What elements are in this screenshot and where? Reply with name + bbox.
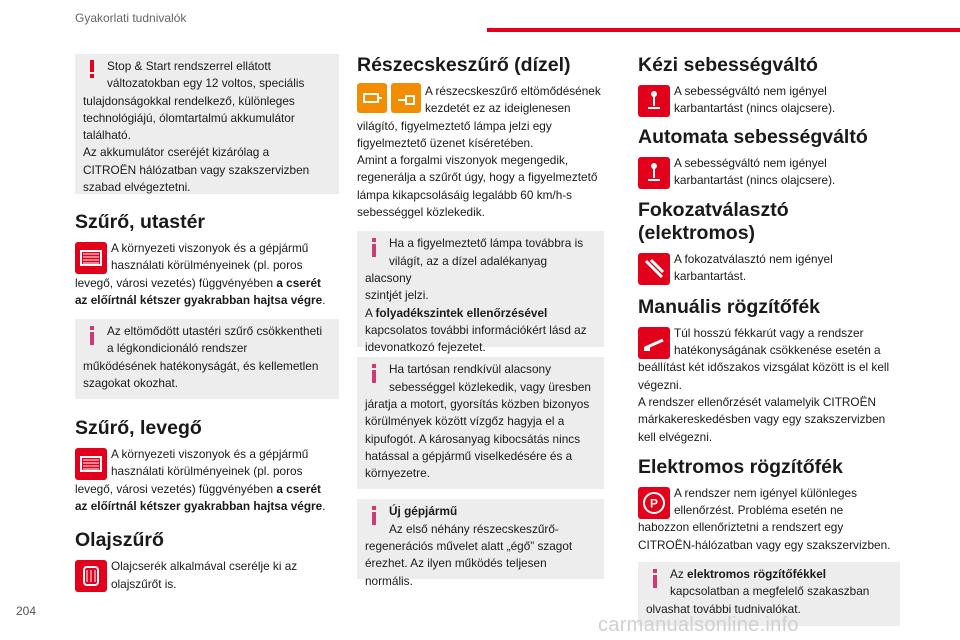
watermark: carmanualsonline.info xyxy=(598,614,799,636)
auto-gearbox-section: A sebességváltó nem igényel karbantartást (nincs olajcsere). xyxy=(638,155,900,190)
filter-icon xyxy=(75,448,107,480)
oil-filter-icon xyxy=(75,560,107,592)
filter-icon xyxy=(75,242,107,274)
selector-section: A fokozatválasztó nem igényel karbantartást. xyxy=(638,251,900,286)
column-3 xyxy=(638,54,900,626)
manual-gearbox-title: Kézi sebességváltó xyxy=(638,54,818,76)
info-icon xyxy=(365,361,383,385)
battery-warning-box: Stop & Start rendszerrel ellátott változatokban egy 12 voltos, speciális tulajdonságokkal rendelkező, különleges technológiájú, ólomtartalmú akkumulátor található. Az akkumulátor cseréjét kizárólag a CITROËN hálózatban vagy szakszervizben szabad elvégeztetni. xyxy=(75,54,339,194)
dpf-info-box-1: Ha a figyelmeztető lámpa továbbra is világít, az a dízel adalékanyag alacsony szintjét jelzi. A folyadékszintek ellenőrzésével kapcsolatos további információkért lásd az idevonatkozó fejezetet. xyxy=(357,231,604,347)
cabin-filter-section: A környezeti viszonyok és a gépjármű használati körülményeinek (pl. poros levegő, városi vezetés) függvényében a cserét az előírtnál kétszer gyakrabban hajtsa végre. xyxy=(75,241,326,307)
selector-icon xyxy=(638,253,670,285)
header-accent-bar xyxy=(487,28,960,32)
epb-title: Elektromos rögzítőfék xyxy=(638,455,843,478)
oil-filter-title: Olajszűrő xyxy=(75,529,164,552)
air-filter-section: A környezeti viszonyok és a gépjármű használati körülményeinek (pl. poros levegő, városi vezetés) függvényében a cserét az előírtnál kétszer gyakrabban hajtsa végre. xyxy=(75,447,326,514)
column-1 xyxy=(75,54,339,593)
info-icon xyxy=(646,566,664,590)
oil-filter-section: Olajcserék alkalmával cserélje ki az olajszűrőt is. xyxy=(75,558,339,593)
handbrake-icon xyxy=(638,327,670,359)
warning-icon xyxy=(83,58,101,80)
gear-lever-icon xyxy=(638,85,670,117)
svg-text:P: P xyxy=(649,496,659,511)
epb-info-box: Az elektromos rögzítőfékkel kapcsolatban a megfelelő szakaszban olvashat további tudnivalókat. xyxy=(638,562,900,626)
page-number: 204 xyxy=(16,604,37,618)
cabin-filter-title: Szűrő, utastér xyxy=(75,211,206,233)
dpf-title: Részecskeszűrő (dízel) xyxy=(357,54,571,76)
dpf-section: A részecskeszűrő eltömődésének kezdetét ez az ideiglenesen világító, figyelmeztető lámpa jelzi egy figyelmeztető üzenet kíséretében. Amint a forgalmi viszonyok megengedik, regenerálja a szűrőt úgy, hogy a figyelmeztető lámpa kikapcsolásáig legalább 60 km/h-s sebességgel közlekedik. xyxy=(357,84,601,220)
cabin-info-box: Az eltömődött utastéri szűrő csökkentheti a légkondicionáló rendszer működésének hatékonyságát, és kellemetlen szagokat okozhat. xyxy=(75,319,339,399)
info-icon xyxy=(365,235,383,259)
info-icon xyxy=(365,503,383,527)
epb-section: P A rendszer nem igényel különleges ellenőrzést. Probléma esetén ne habozzon ellenőriztetni a rendszert egy CITROËN-hálózatban vagy egy szakszervizben. xyxy=(638,485,891,552)
dpf-info-box-2: Ha tartósan rendkívül alacsony sebességgel közlekedik, vagy üresben járatja a motort, gyorsítás közben bizonyos körülmények között vízgőz hagyja el a kipufogót. A károsanyag kibocsátás nincs hatással a gépjármű viselkedésére és a környezetre. xyxy=(357,357,604,489)
handbrake-title: Manuális rögzítőfék xyxy=(638,295,821,318)
dpf-info-box-3: Új gépjármű Az első néhány részecskeszűrő- regenerációs művelet alatt „égő” szagot érezhet. Az ilyen működés teljesen normális. xyxy=(357,499,604,579)
auto-gearbox-title: Automata sebességváltó xyxy=(638,125,868,148)
gear-lever-icon xyxy=(638,157,670,189)
dpf-filter-lamp-icon xyxy=(391,83,421,113)
warning-text: Stop & Start rendszerrel ellátott változatokban egy 12 voltos, speciális xyxy=(107,59,305,91)
parking-brake-icon xyxy=(638,487,670,519)
handbrake-section: Túl hosszú fékkarút vagy a rendszer hatékonyságának csökkenése esetén a beállítást két időszakos vizsgálat között is el kell végezni. A rendszer ellenőrzését valamelyik CITROËN márkakereskedésben vagy egy szakszervizben kell elvégezni. xyxy=(638,325,890,444)
section-header: Gyakorlati tudnivalók xyxy=(75,11,187,25)
air-filter-title: Szűrő, levegő xyxy=(75,417,202,440)
column-2 xyxy=(357,54,604,588)
selector-title: Fokozatválasztó (elektromos) xyxy=(638,199,789,245)
manual-gearbox-section: A sebességváltó nem igényel karbantartást (nincs olajcsere). xyxy=(638,83,900,118)
info-icon xyxy=(83,323,101,347)
dpf-warning-lamp-icon xyxy=(357,83,387,113)
